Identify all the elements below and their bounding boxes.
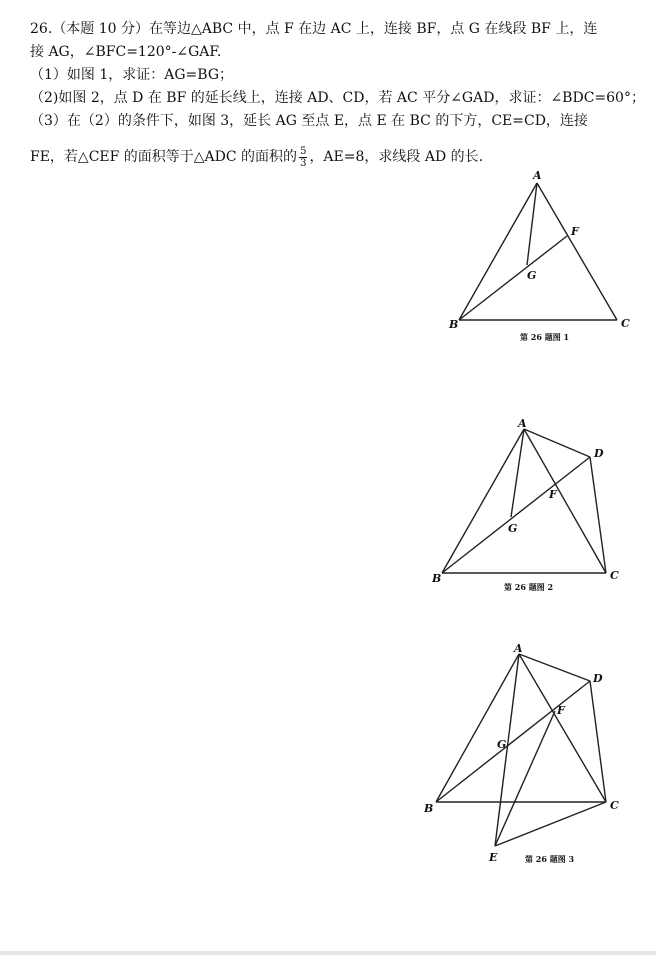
fig1-caption: 第 26 题图 1 [520,332,570,342]
bottom-divider [0,951,656,955]
fig1-label-c: C [621,317,630,330]
problem-line-4: （2)如图 2，点 D 在 BF 的延长线上，连接 AD、CD，若 AC 平分∠GAD，求证：∠BDC=60°； [30,90,645,106]
fraction-denominator: 3 [300,157,307,169]
fig3-label-a: A [514,642,523,655]
fig3-label-g: G [497,738,507,751]
fig2-label-f: F [549,488,557,501]
fig2-label-c: C [610,569,619,582]
fig3-segment-ad [519,654,590,681]
fig2-caption: 第 26 题图 2 [504,582,554,592]
fig3-label-b: B [424,802,434,815]
fig1-label-a: A [533,169,542,182]
fig2-label-b: B [432,572,442,585]
problem-line-5: （3）在（2）的条件下，如图 3，延长 AG 至点 E，点 E 在 BC 的下方，CE=CD，连接 [30,113,588,129]
fig3-segment-ab [436,654,519,802]
problem-line-6-end: ，AE=8，求线段 AD 的长. [309,149,484,165]
fig2-label-a: A [518,417,527,430]
fraction-numerator: 5 [300,145,307,157]
fig3-segment-cd [590,681,606,802]
fig1-label-f: F [571,225,579,238]
fig2-label-d: D [594,447,604,460]
fig1-label-b: B [449,318,459,331]
problem-line-2: 接 AG，∠BFC=120°-∠GAF. [30,44,222,60]
fig1-label-g: G [527,269,537,282]
fig3-label-d: D [593,672,603,685]
fig3-label-c: C [610,799,619,812]
problem-line-6-start: FE，若△CEF 的面积等于△ADC 的面积的 [30,149,298,165]
problem-line-1: 26.（本题 10 分）在等边△ABC 中，点 F 在边 AC 上，连接 BF，点 G 在线段 BF 上，连 [30,21,598,37]
problem-line-3: （1）如图 1，求证：AG=BG； [30,67,234,83]
fig3-caption: 第 26 题图 3 [525,854,575,864]
fig3-label-f: F [557,704,565,717]
fig3-label-e: E [489,851,498,864]
fig2-label-g: G [508,522,518,535]
